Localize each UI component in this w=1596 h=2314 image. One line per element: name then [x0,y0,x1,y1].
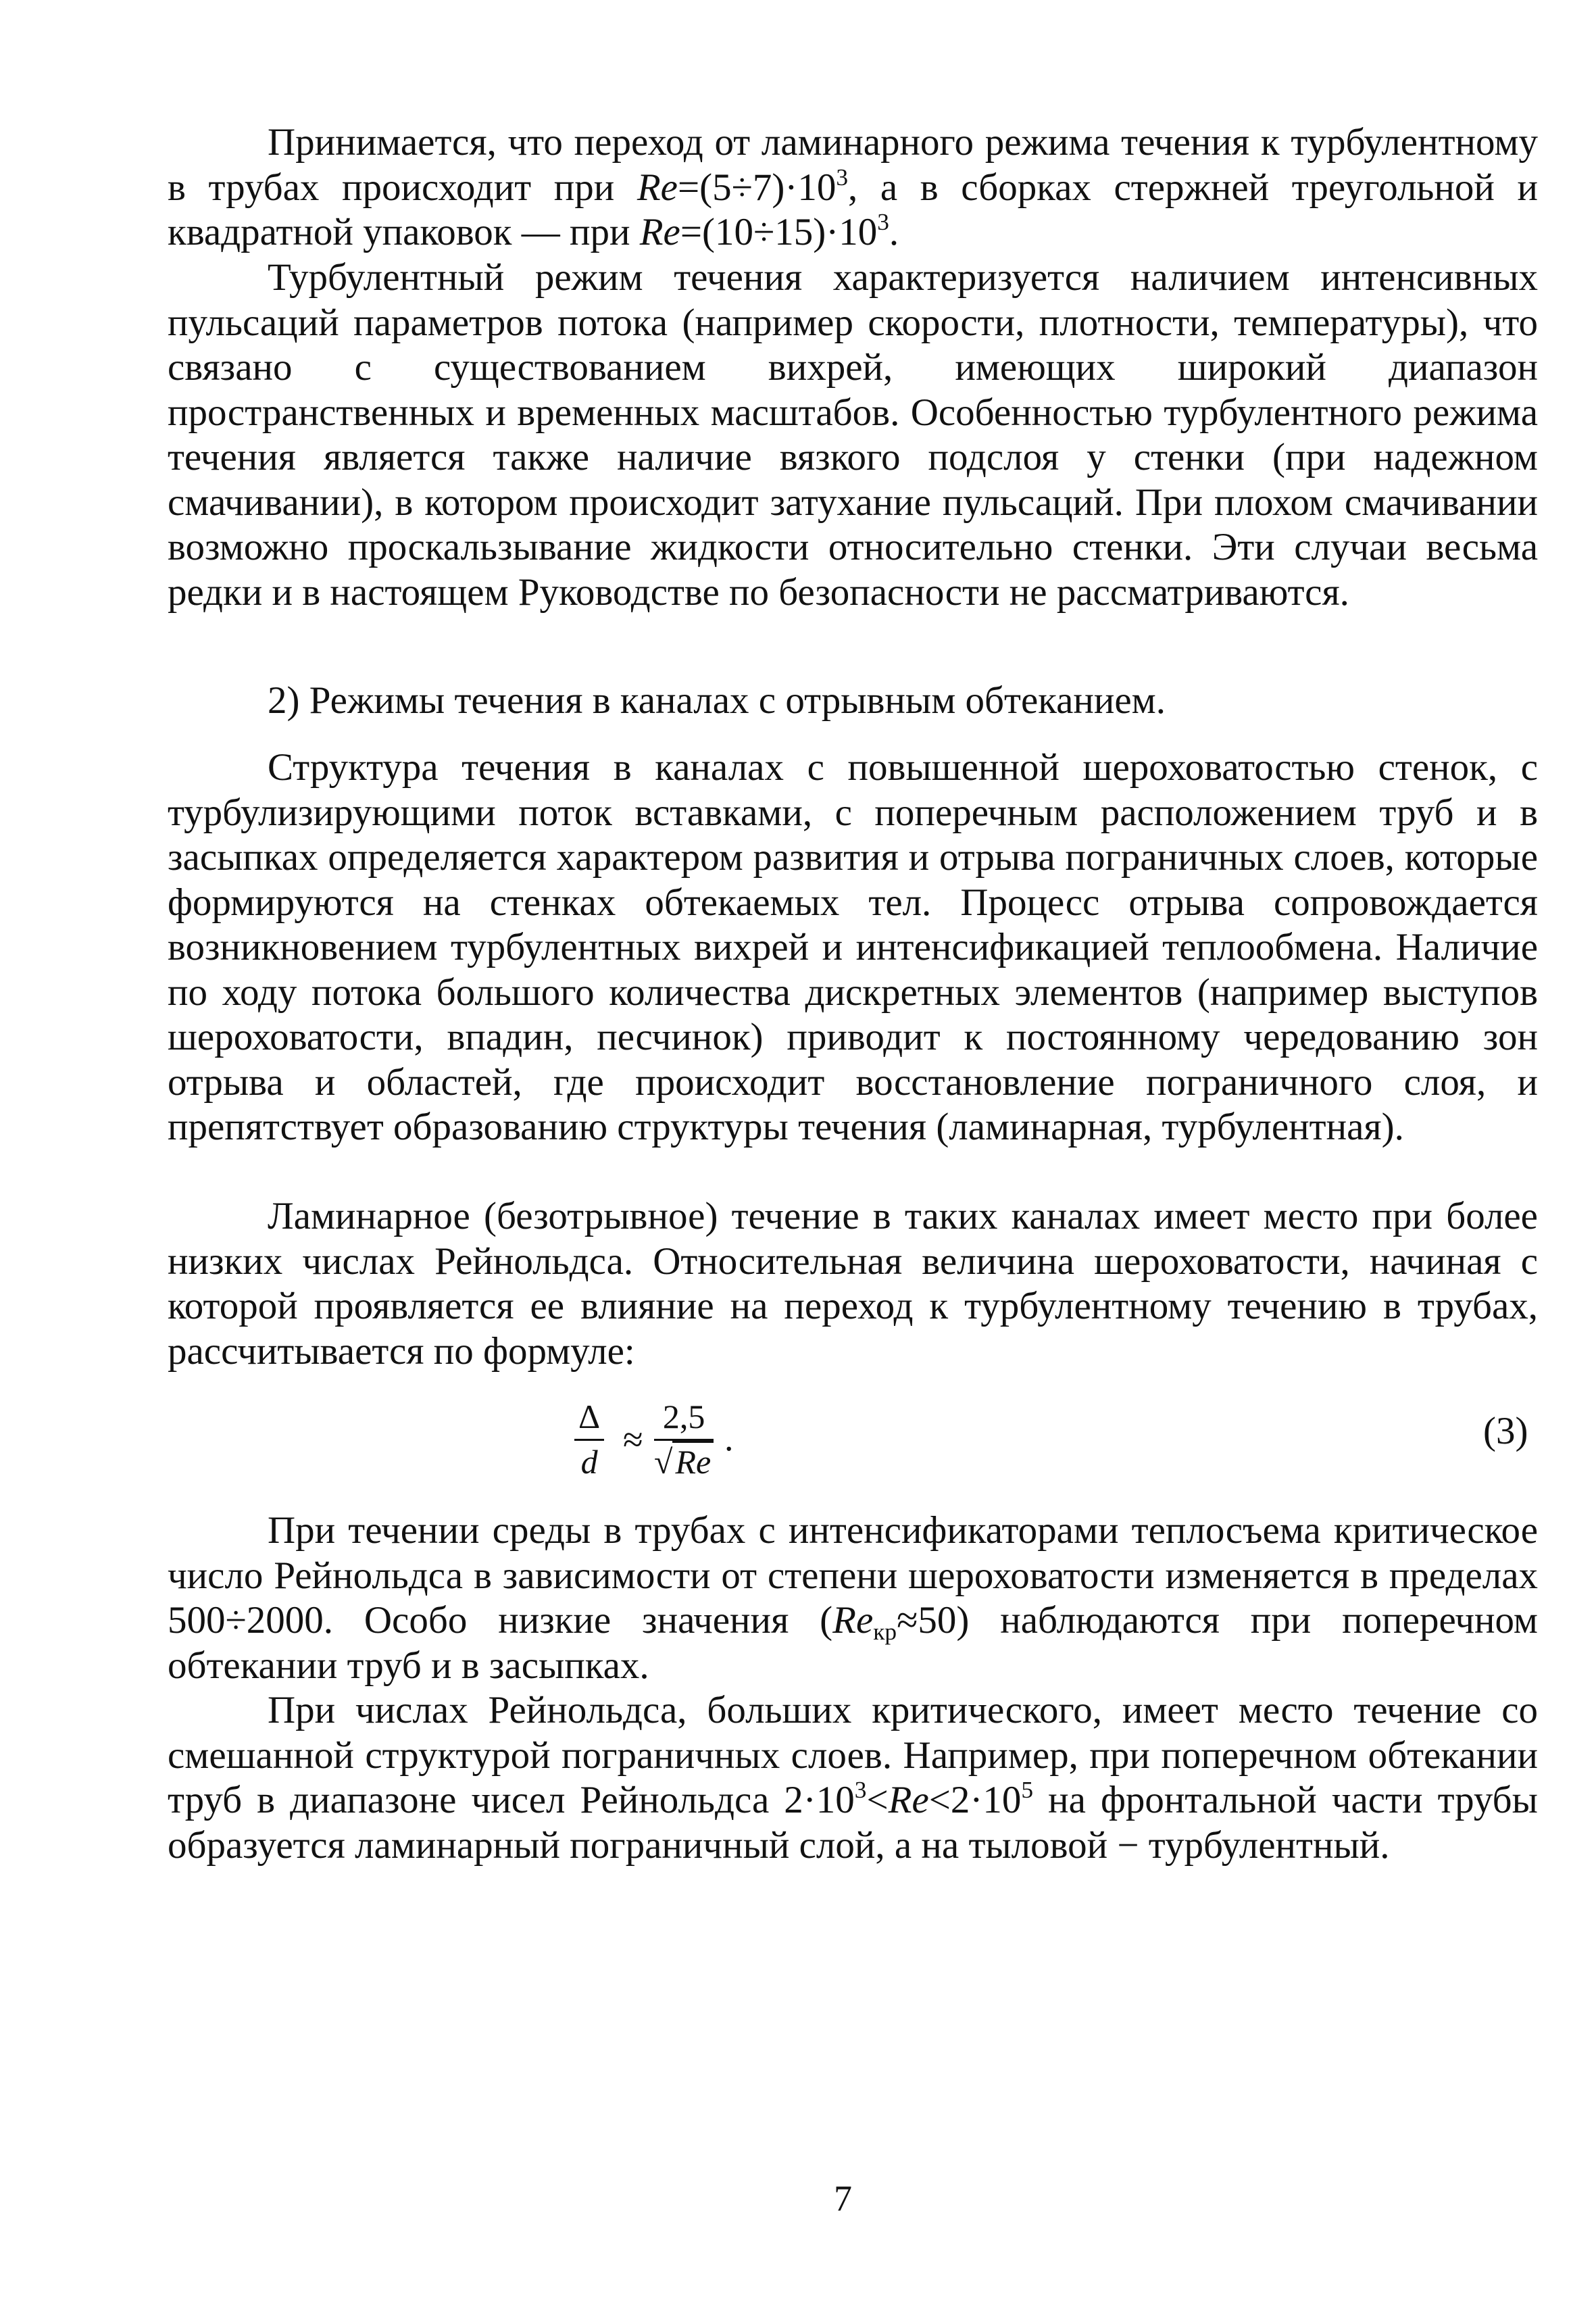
text-span: При течении среды в трубах с интенсификаторами теплосъема критическое число Рейнольдса в зависимости от степени шероховатости изменяется в пределах 500÷2000. Особо низкие значения ( [168,1509,1538,1642]
formula-period: . [724,1418,734,1458]
text-span: на фронтальной части трубы образуется ламинарный пограничный слой, а на тыловой − турбулентный. [168,1779,1538,1867]
paragraph-flow-structure: Структура течения в каналах с повышенной шероховатостью стенок, с турбулизирующими поток вставками, с поперечным расположением труб и в засыпках определяется характером развития и отрыва пограничных слоев, которые формируются на стенках обтекаемых тел. Процесс отрыва сопровождается возникновением турбулентных вихрей и интенсификацией теплообмена. Наличие по ходу потока большого количества дискретных элементов (например выступов шероховатости, впадин, песчинок) приводит к постоянному чередованию зон отрыва и областей, где происходит восстановление пограничного слоя, и препятствует образованию структуры течения (ламинарная, турбулентная). [168,746,1538,1148]
text-span: ≈50) наблюдаются при поперечном обтекании труб и в засыпках. [168,1599,1539,1687]
fraction-numerator: Δ [574,1397,604,1441]
sqrt-sign: √ [654,1443,673,1481]
fraction-denominator: d [580,1443,598,1481]
text-span: < [866,1779,889,1821]
reynolds-symbol: Re [637,166,678,209]
equation-number: (3) [1483,1410,1528,1452]
paragraph-turbulent-regime: Турбулентный режим течения характеризуется наличием интенсивных пульсаций параметров потока (например скорости, плотности, температуры), что связано с существованием вихрей, имеющих широкий диапазон пространственных и временных масштабов. Особенностью турбулентного режима течения является также наличие вязкого подслоя у стенки (при надежном смачивании), в котором происходит затухание пульсаций. При плохом смачивании возможно проскальзывание жидкости относительно стенки. Эти случаи весьма редки и в настоящем Руководстве по безопасности не рассматриваются. [168,256,1538,614]
approx-sign: ≈ [623,1419,643,1460]
fraction-delta-d [574,1397,604,1481]
fraction-numerator: 2,5 [654,1397,714,1441]
exponent: 3 [877,209,889,236]
exponent: 5 [1021,1777,1034,1804]
reynolds-symbol: Re [832,1599,874,1642]
fraction-root [654,1397,714,1481]
text-span: <2·10 [928,1779,1022,1821]
section-heading-separated-flow: 2) Режимы течения в каналах с отрывным обтеканием. [268,679,1166,722]
text-span: =(5÷7)·10 [677,166,837,209]
reynolds-symbol: Re [888,1779,929,1821]
text-span: Принимается, что переход от ламинарного режима течения к турбулентному в трубах происходит при [168,121,1538,209]
page-number: 7 [834,2178,852,2219]
text-span: =(10÷15)·10 [680,211,878,253]
text-span: . [889,211,899,253]
paragraph-mixed-structure [168,1688,1538,1868]
text-span: При числах Рейнольдса, больших критического, имеет место течение со смешанной структурой пограничных слоев. Например, при поперечном обтекании труб в диапазоне чисел Рейнольдса 2·10 [168,1689,1538,1821]
subscript: кр [873,1618,897,1645]
paragraph-laminar-flow: Ламинарное (безотрывное) течение в таких каналах имеет место при более низких числах Рейнольдса. Относительная величина шероховатости, начиная с которой проявляется ее влияние на переход к турбулентному течению в трубах, рассчитывается по формуле: [168,1195,1538,1373]
paragraph-critical-reynolds [168,1508,1538,1688]
exponent: 3 [854,1777,867,1804]
exponent: 3 [836,164,849,191]
paragraph-transition [168,120,1538,255]
formula-roughness [574,1389,845,1490]
fraction-denominator: Re [672,1441,714,1481]
text-span: , а в сборках стержней треугольной и квадратной упаковок — при [168,166,1539,253]
reynolds-symbol: Re [639,211,680,253]
